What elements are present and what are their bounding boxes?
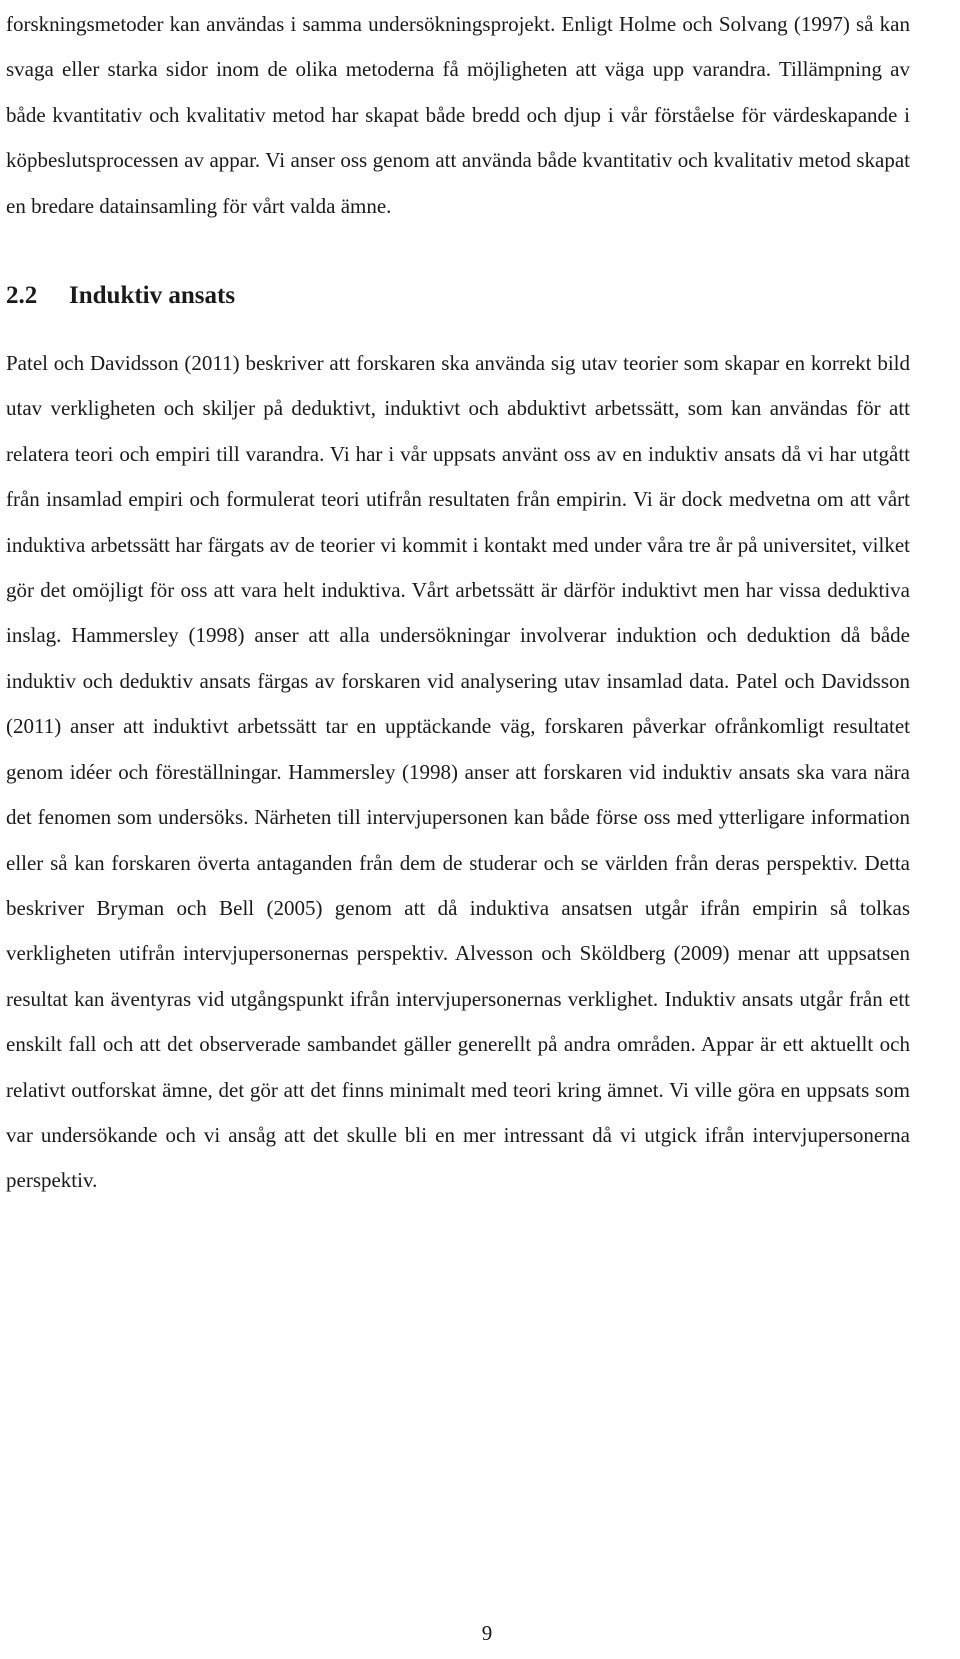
page-number: 9 xyxy=(481,1621,493,1645)
main-paragraph: Patel och Davidsson (2011) beskriver att forskaren ska använda sig utav teorier som skapar en korrekt bild utav verkligheten och skiljer på deduktivt, induktivt och abduktivt arbetssätt, som kan användas för att relatera teori och empiri till varandra. Vi har i vår uppsats använt oss av en induktiv ansats då vi har utgått från insamlad empiri och formulerat teori utifrån resultaten från empirin. Vi är dock medvetna om att vårt induktiva arbetssätt har färgats av de teorier vi kommit i kontakt med under våra tre år på universitet, vilket gör det omöjligt för oss att vara helt induktiva. Vårt arbetssätt är därför induktivt men har vissa deduktiva inslag. Hammersley (1998) anser att alla undersökningar involverar induktion och deduktion då både induktiv och deduktiv ansats färgas av forskaren vid analysering utav insamlad data. Patel och Davidsson (2011) anser att induktivt arbetssätt tar en upptäckande väg, forskaren påverkar ofrånkomligt resultatet genom idéer och föreställningar. Hammersley (1998) anser att forskaren vid induktiv ansats ska vara nära det fenomen som undersöks. Närheten till intervjupersonen kan både förse oss med ytterligare information eller så kan forskaren överta antaganden från dem de studerar och se världen från deras perspektiv. Detta beskriver Bryman och Bell (2005) genom att då induktiva ansatsen utgår ifrån empirin så tolkas verkligheten utifrån intervjupersonernas perspektiv. Alvesson och Sköldberg (2009) menar att uppsatsen resultat kan äventyras vid utgångspunkt ifrån intervjupersonernas verklighet. Induktiv ansats utgår från ett enskilt fall och att det observerade sambandet gäller generellt på andra områden. Appar är ett aktuellt och relativt outforskat ämne, det gör att det finns minimalt med teori kring ämnet. Vi ville göra en uppsats som var undersökande och vi ansåg att det skulle bli en mer intressant då vi utgick ifrån intervjupersonerna perspektiv. xyxy=(6,351,910,1193)
document-page xyxy=(6,0,910,1204)
section-heading xyxy=(6,281,910,311)
section-title: Induktiv ansats xyxy=(69,282,236,310)
section-number: 2.2 xyxy=(6,282,38,310)
intro-paragraph: forskningsmetoder kan användas i samma undersökningsprojekt. Enligt Holme och Solvang (1997) så kan svaga eller starka sidor inom de olika metoderna få möjligheten att väga upp varandra. Tillämpning av både kvantitativ och kvalitativ metod har skapat både bredd och djup i vår förståelse för värdeskapande i köpbeslutsprocessen av appar. Vi anser oss genom att använda både kvantitativ och kvalitativ metod skapat en bredare datainsamling för vårt valda ämne. xyxy=(6,12,910,218)
